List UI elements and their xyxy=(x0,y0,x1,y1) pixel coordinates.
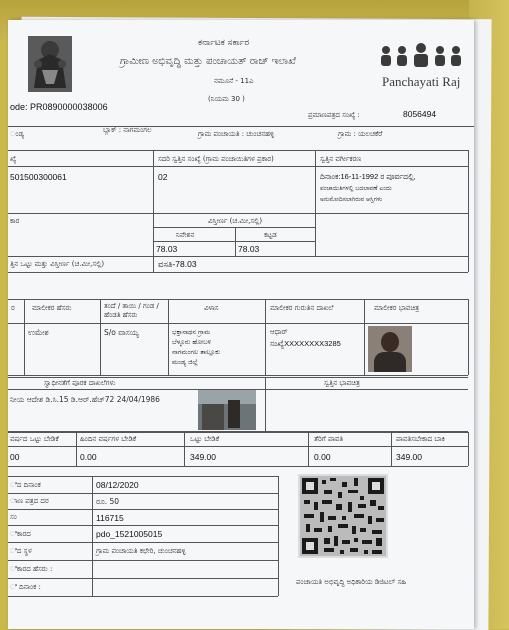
certificate-page xyxy=(8,20,474,629)
address-line-2: ಬೆಳ್ಳೂರು ಹೋಬಳಿ xyxy=(172,338,212,346)
owner-no-header: ರ xyxy=(11,304,15,312)
address-header: ವಿಳಾಸ xyxy=(204,304,219,312)
karnataka-emblem-icon xyxy=(24,34,76,94)
site-area: 78.03 xyxy=(156,244,178,254)
officer-label: ಿಕಾರದ xyxy=(10,530,31,538)
taluk-label: ಬ್ಲಾಕ್ : ನಾಗಮಂಗಲ xyxy=(103,126,152,134)
owner-photo-header: ಮಾಲೀಕರ ಭಾವಚಿತ್ರ xyxy=(374,304,420,312)
tax-total-header: ಒಟ್ಟು ಬೇಡಿಕೆ xyxy=(190,435,220,443)
panchayati-raj-logo xyxy=(376,42,466,94)
area-header: ವಿಸ್ತೀರ್ಣ (ಚ.ಮೀ,ಸಲ್ಲಿ) xyxy=(208,217,263,225)
certificate-number: 8056494 xyxy=(403,109,437,119)
address-line-3: ನಾಗಮಂಗಲ ತಾಲ್ಲೂಕು xyxy=(172,348,221,356)
government-title: ಕರ್ನಾಟಕ ಸರ್ಕಾರ xyxy=(198,38,250,48)
tax-current: 00 xyxy=(10,452,20,462)
form-number: ನಮೂನೆ - 11ಎ xyxy=(214,77,254,85)
owner-name: ಉಮೇಶ xyxy=(28,328,49,337)
address-line-1: ಭಕ್ತಾನಾಥನ ಗ್ರಾಮ xyxy=(172,328,211,336)
place-label: ಿದ ಸ್ಥಳ xyxy=(10,547,32,555)
qr-code-icon xyxy=(298,474,388,558)
digital-signature-label: ಪಂಚಾಯತಿ ಅಭಿವೃದ್ಧಿ ಅಧಿಕಾರಿಯ ಡಿಜಿಟಲ್ ಸಹಿ xyxy=(296,578,407,586)
issue-date: 08/12/2020 xyxy=(96,480,139,490)
property-code: ode: PR0890000038006 xyxy=(10,102,108,112)
property-type-header: ಕಾರ xyxy=(10,217,20,225)
tax-balance-header: ಪಾವತಿಸಬೇಕಾದ ಬಾಕಿ xyxy=(396,435,445,443)
receipt-label: ಸಂ xyxy=(10,513,17,521)
property-class-line-1: ದಿನಾಂಕ:16-11-1992 ರ ಪೂರ್ವದಲ್ಲಿ, xyxy=(320,172,416,181)
building-area: 78.03 xyxy=(238,244,260,254)
property-class-line-2: ಪಂಚಾಯಿತಿಗಳಲ್ಲಿ ಬದಲಾವಣೆ ಎಂದು xyxy=(320,185,392,192)
property-class-line-3: ಅನುಮೋದಿಸಲಾಗಿರುವ ಆಸ್ತಿಗಳು xyxy=(320,196,383,203)
property-photo-header: ಸ್ವತ್ತಿನ ಭಾವಚಿತ್ರ xyxy=(324,379,360,387)
gram-panchayat-label: ಗ್ರಾಮ ಪಂಚಾಯತಿ : ಚುಂಚನಹಳ್ಳಿ xyxy=(198,130,275,138)
tax-paid-header: ತೆರಿಗೆ ಪಾವತಿ xyxy=(314,435,344,443)
village-label: ಗ್ರಾಮ : ಯಲಚಕೆರೆ xyxy=(338,130,383,138)
owner-name-header: ಮಾಲೀಕರ ಹೆಸರು xyxy=(32,304,72,312)
tax-balance: 349.00 xyxy=(396,452,422,462)
property-id: 501500300061 xyxy=(10,172,67,182)
rule-number: (ನಿಯಮ 30 ) xyxy=(208,95,245,103)
property-number-header: ಸದರಿ ಸ್ವತ್ತಿನ ಸಂಖ್ಯೆ (ಗ್ರಾಮ ಪಂಚಾಯಿತಿಗಳ ಪ್ರಕಾರ) xyxy=(158,155,274,163)
father-name: S/o ವಾಸಯ್ಯ xyxy=(104,328,139,337)
district-label: ಂಡ್ಯ xyxy=(10,130,25,138)
signatory-name-label: ಿಕಾರದ ಹೆಸರು : xyxy=(10,565,53,573)
id-proof-header: ಮಾಲೀಕರ ಗುರುತಿನ ದಾಖಲೆ xyxy=(270,304,334,312)
property-photo xyxy=(198,390,256,430)
address-line-4: ಮಂಡ್ಯ ಜಿಲ್ಲೆ xyxy=(172,358,198,366)
issue-date-label: ಿದ ದಿನಾಂಕ xyxy=(10,481,41,489)
property-number: 02 xyxy=(158,172,168,182)
tax-current-header: ವರ್ಷದ ಒಟ್ಟು ಬೇಡಿಕೆ xyxy=(10,435,59,443)
site-header: ನಿವೇಶನ xyxy=(176,231,195,239)
fee-value: ರೂ. 50 xyxy=(96,497,120,506)
fee-label: ಾಣ ಪತ್ರದ ದರ xyxy=(10,497,49,505)
building-header: ಕಟ್ಟಡ xyxy=(264,231,277,239)
id-proof-number: ಸಂಖ್ಯೆXXXXXXXX3285 xyxy=(270,339,341,348)
id-proof-type: ಆಧಾರ್ xyxy=(270,328,288,336)
property-class-header: ಸ್ವತ್ತಿನ ವರ್ಗೀಕರಣ xyxy=(320,155,362,163)
signature-date-label: ಿ ದಿನಾಂಕ : xyxy=(10,583,41,591)
issue-place: ಗ್ರಾಮ ಪಂಚಾಯತಿ ಕಛೇರಿ, ಚುಂಚನಹಳ್ಳಿ xyxy=(96,547,186,555)
tax-arrears-header: ಹಿಂದಿನ ವರ್ಷಗಳ ಬೇಡಿಕೆ xyxy=(80,435,137,443)
ownership-doc-text: ನೀಯ ಆದೇಶ ಡಿ.ಸಿ.15 ಡಿ.ಆರ್.ಹೆಚ್72 24/04/1986 xyxy=(10,395,160,404)
father-name-header: ತಂದೆ / ತಾಯಿ / ಗಂಡ / ಹೆಂಡತಿ ಹೆಸರು xyxy=(104,302,159,319)
ownership-docs-header: ಸ್ವಾಧೀನತೆಗೆ ಪೂರಕ ದಾಖಲೆಗಳು xyxy=(44,379,116,387)
owner-photo xyxy=(368,326,412,372)
logo-text: Panchayati Raj xyxy=(382,74,461,89)
tax-paid: 0.00 xyxy=(314,452,331,462)
total-area-value: ವಸತಿ-78.03 xyxy=(158,259,197,269)
tax-total: 349.00 xyxy=(190,452,216,462)
department-title: ಗ್ರಾಮೀಣ ಅಭಿವೃದ್ಧಿ ಮತ್ತು ಪಂಚಾಯತ್ ರಾಜ್ ಇಲಾಖೆ xyxy=(120,56,296,67)
officer-id: pdo_1521005015 xyxy=(96,529,163,539)
people-icon xyxy=(376,42,466,72)
property-id-header: ಖ್ಯೆ xyxy=(10,155,17,163)
certificate-number-label: ಪ್ರಮಾಣಪತ್ರದ ಸಂಖ್ಯೆ : xyxy=(308,111,360,119)
receipt-number: 116715 xyxy=(96,513,124,523)
tax-arrears: 0.00 xyxy=(80,452,97,462)
total-area-label: ತ್ತಿನ ಒಟ್ಟು ಮತ್ತು ವಿಸ್ತೀರ್ಣ (ಚ.ಮೀ,ಸಲ್ಲಿ) xyxy=(10,260,105,268)
